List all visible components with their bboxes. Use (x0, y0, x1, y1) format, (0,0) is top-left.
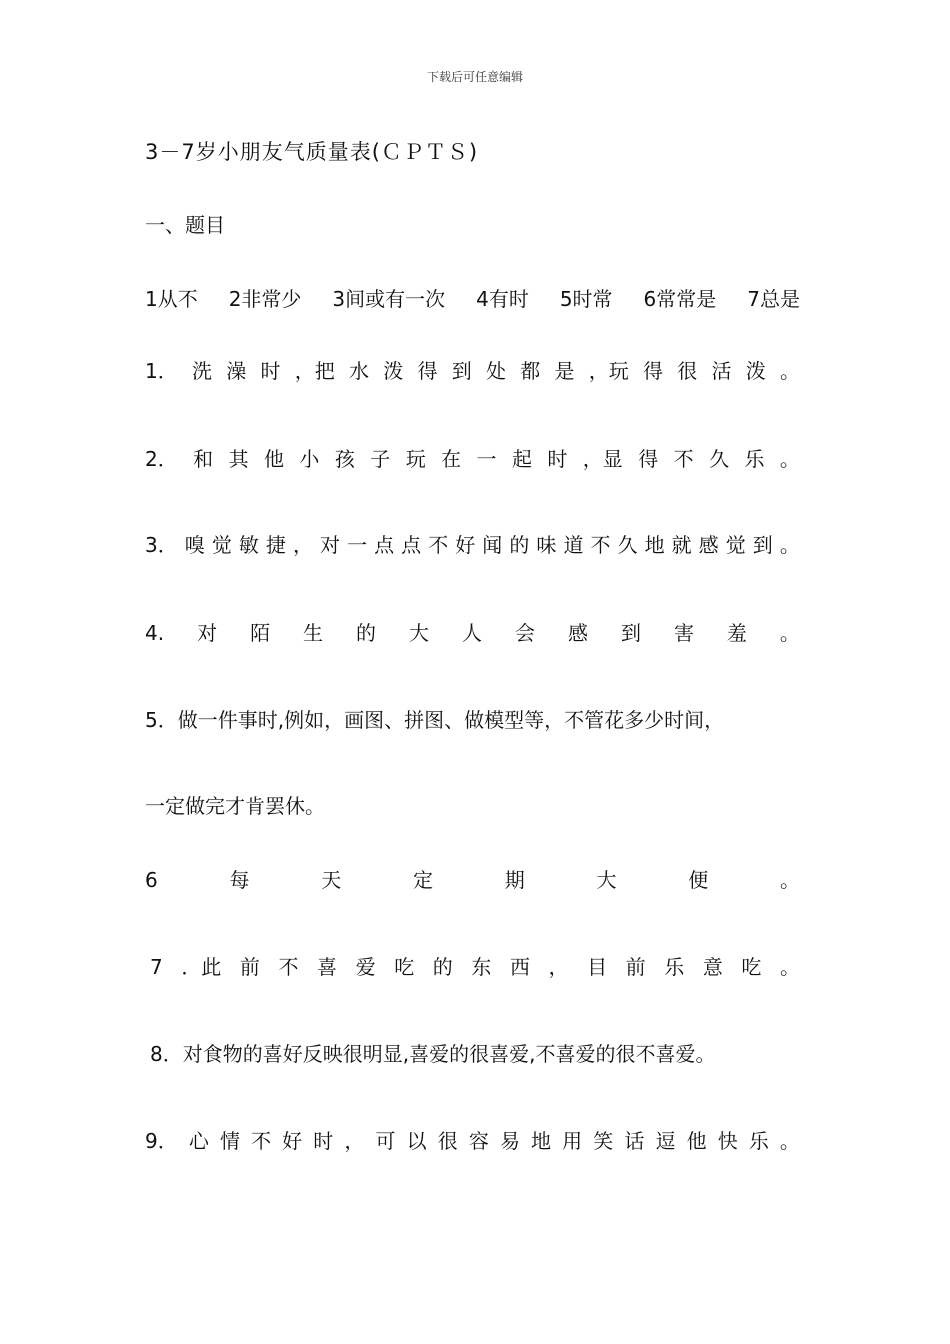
question-1-char: ，玩 (588, 359, 629, 383)
question-2-char: 玩 (405, 447, 426, 471)
question-4-char: 生 (303, 621, 324, 645)
question-3-char: 觉 (725, 533, 746, 557)
question-9-char: 他 (686, 1129, 707, 1153)
question-1-char: 到 (451, 359, 472, 383)
question-9-char: 易 (499, 1129, 520, 1153)
question-7-char: 意 (702, 955, 723, 979)
question-1-char: 都 (520, 359, 541, 383)
question-7-char: 。 (779, 955, 800, 979)
question-5-line-2: 一定做完才肯罢休。 (145, 794, 325, 818)
question-7-char: ．此 (181, 955, 222, 979)
question-9-char: 以 (406, 1129, 427, 1153)
question-6-char: 定 (412, 868, 433, 892)
question-1-char: 活 (711, 359, 732, 383)
question-9 (145, 1127, 800, 1155)
question-3-char: 好 (455, 533, 476, 557)
question-4-char: 陌 (250, 621, 271, 645)
question-9-char: 用 (562, 1129, 583, 1153)
question-3-char: 味 (536, 533, 557, 557)
question-7-char: 西 (509, 955, 530, 979)
question-2-char: 孩 (334, 447, 355, 471)
section-heading: 一、题目 (145, 213, 225, 237)
question-3-char: 觉 (211, 533, 232, 557)
scale-option-7: 7总是 (747, 287, 800, 311)
question-3 (145, 531, 800, 559)
question-4-char: 感 (567, 621, 588, 645)
question-9-char: 心 (188, 1129, 209, 1153)
question-1-char: 是 (554, 359, 575, 383)
question-2-char: 和 (193, 447, 214, 471)
question-1-char: 很 (677, 359, 698, 383)
question-6-char: 期 (504, 868, 525, 892)
question-9-char: 很 (437, 1129, 458, 1153)
question-9-char: ， (344, 1129, 365, 1153)
question-3-char: 闻 (482, 533, 503, 557)
question-9-char: 话 (624, 1129, 645, 1153)
question-9-char: 地 (531, 1129, 552, 1153)
question-2-char: 不 (673, 447, 694, 471)
question-3-char: 道 (563, 533, 584, 557)
question-1-char: 泼 (383, 359, 404, 383)
question-4-char: 到 (620, 621, 641, 645)
question-9-char: 快 (717, 1129, 738, 1153)
question-4-char: 对 (197, 621, 218, 645)
question-6-char: 大 (596, 868, 617, 892)
question-7-char: 喜 (317, 955, 338, 979)
page-title: 3－7岁小朋友气质量表(ＣＰＴＳ) (145, 140, 479, 164)
question-3-char: 的 (509, 533, 530, 557)
question-2-char: ，显 (582, 447, 623, 471)
question-9-char: 可 (375, 1129, 396, 1153)
question-3-char: 嗅 (184, 533, 205, 557)
question-9-char: 好 (282, 1129, 303, 1153)
question-4-char: 的 (356, 621, 377, 645)
question-1-char: 泼 (745, 359, 766, 383)
question-9-char: 容 (468, 1129, 489, 1153)
question-7-char: 不 (278, 955, 299, 979)
question-3-char: 3． (145, 533, 178, 557)
question-2-char: 子 (370, 447, 391, 471)
question-3-char: 就 (671, 533, 692, 557)
question-2-char: 得 (638, 447, 659, 471)
question-2-char: 其 (228, 447, 249, 471)
question-4-char: 人 (462, 621, 482, 645)
question-1-char: 1． (145, 359, 178, 383)
question-9-char: 时 (313, 1129, 334, 1153)
question-2-char: 2． (145, 447, 178, 471)
question-9-char: 逗 (655, 1129, 676, 1153)
question-1-char: 时 (260, 359, 281, 383)
question-9-char: 情 (219, 1129, 240, 1153)
question-7-char: 吃 (394, 955, 415, 979)
question-4-char: 大 (409, 621, 430, 645)
question-1-char: ，把 (294, 359, 335, 383)
question-4-char: 害 (673, 621, 694, 645)
question-6-char: 天 (321, 868, 342, 892)
question-7 (150, 953, 800, 981)
question-9-char: 。 (779, 1129, 800, 1153)
scale-option-6: 6常常是 (643, 287, 717, 311)
question-8: 8．对食物的喜好反映很明显,喜爱的很喜爱,不喜爱的很不喜爱。 (150, 1042, 716, 1066)
question-4 (145, 619, 800, 647)
question-6-char: 每 (229, 868, 250, 892)
question-1-char: 得 (417, 359, 438, 383)
question-3-char: 点 (401, 533, 422, 557)
question-3-char: 地 (644, 533, 665, 557)
question-9-char: 乐 (748, 1129, 769, 1153)
question-3-char: 不 (428, 533, 449, 557)
question-1-char: 澡 (226, 359, 247, 383)
question-7-char: 目 (587, 955, 608, 979)
question-4-char: 羞 (726, 621, 747, 645)
question-2-char: 。 (779, 447, 800, 471)
question-2-char: 久 (709, 447, 730, 471)
question-3-char: ， (292, 533, 313, 557)
question-1-char: 处 (485, 359, 506, 383)
question-7-char: 乐 (664, 955, 685, 979)
question-3-char: 到 (752, 533, 773, 557)
question-4-char: 4. (145, 621, 165, 645)
question-7-char: 7 (150, 955, 163, 979)
question-9-char: 9． (145, 1129, 178, 1153)
question-9-char: 笑 (593, 1129, 614, 1153)
question-9-char: 不 (251, 1129, 272, 1153)
scale-option-4: 4有时 (476, 287, 529, 311)
question-3-char: 敏 (238, 533, 259, 557)
header-note: 下载后可任意编辑 (426, 70, 523, 84)
scale-option-3: 3间或有一次 (332, 287, 446, 311)
scale-option-5: 5时常 (559, 287, 613, 311)
question-7-char: 爱 (355, 955, 376, 979)
question-1-char: 洗 (191, 359, 212, 383)
scale-option-2: 2非常少 (228, 287, 302, 311)
question-3-char: 久 (617, 533, 638, 557)
question-5-line-1: 5．做一件事时,例如，画图、拼图、做模型等，不管花多少时间， (145, 708, 725, 732)
question-1-char: 。 (779, 359, 800, 383)
question-2-char: 一 (476, 447, 497, 471)
question-2-char: 他 (264, 447, 284, 471)
rating-scale (145, 285, 800, 313)
question-1 (145, 357, 800, 385)
question-6-char: 。 (779, 868, 800, 892)
question-7-char: ， (548, 955, 569, 979)
question-3-char: 对 (320, 533, 341, 557)
question-3-char: 捷 (265, 533, 286, 557)
question-7-char: 前 (239, 955, 260, 979)
question-1-char: 得 (642, 359, 663, 383)
question-1-char: 水 (348, 359, 369, 383)
scale-option-1: 1从不 (145, 287, 198, 311)
question-3-char: 点 (374, 533, 395, 557)
question-3-char: 一 (347, 533, 368, 557)
question-7-char: 的 (432, 955, 453, 979)
question-2-char: 时 (547, 447, 568, 471)
question-6-char: 6 (145, 868, 158, 892)
question-4-char: 。 (779, 621, 800, 645)
question-2-char: 在 (441, 447, 462, 471)
question-7-char: 吃 (741, 955, 762, 979)
question-7-char: 东 (471, 955, 492, 979)
question-2-char: 起 (511, 447, 532, 471)
question-3-char: 感 (698, 533, 719, 557)
question-2-char: 小 (299, 447, 320, 471)
question-6 (145, 866, 800, 894)
question-2 (145, 445, 800, 473)
question-3-char: 。 (779, 533, 800, 557)
question-4-char: 会 (514, 621, 535, 645)
question-3-char: 不 (590, 533, 611, 557)
question-2-char: 乐 (744, 447, 765, 471)
question-7-char: 前 (625, 955, 646, 979)
question-6-char: 便 (688, 868, 709, 892)
